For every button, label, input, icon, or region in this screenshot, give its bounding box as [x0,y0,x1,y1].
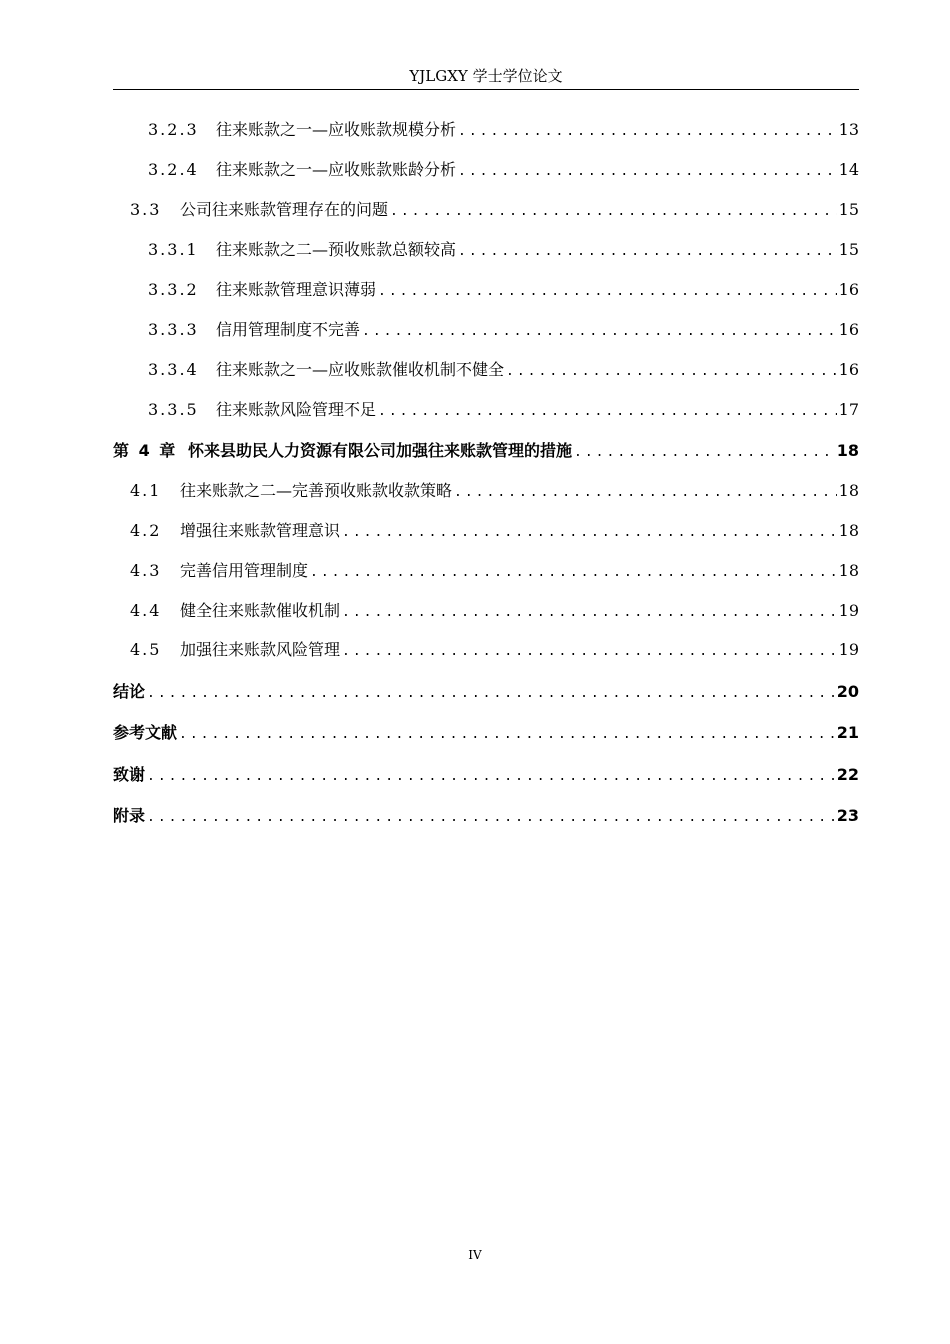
toc-entry-title: 附录 [113,806,146,825]
toc-entry-page: 23 [836,806,859,825]
toc-entry-page: 14 [838,160,859,179]
toc-entry-3-3-4[interactable] [148,358,859,382]
toc-entry-number: 3.3.5 [148,400,199,419]
toc-entry-title: 往来账款之二—完善预收账款收款策略 [180,481,453,500]
toc-entry-references[interactable] [113,721,859,745]
toc-entry-conclusion[interactable] [113,680,859,704]
toc-entry-3-2-4[interactable] [148,158,859,182]
toc-dot-leader [342,521,837,545]
toc-dot-leader [147,806,835,830]
toc-entry-title: 加强往来账款风险管理 [180,640,341,659]
toc-dot-leader [458,160,837,184]
toc-entry-4-1[interactable] [130,479,859,503]
toc-entry-title: 增强往来账款管理意识 [180,521,341,540]
toc-entry-title: 参考文献 [113,723,178,742]
toc-entry-title: 往来账款之一—应收账款催收机制不健全 [216,360,505,379]
header-rule [113,89,859,90]
toc-entry-page: 13 [838,120,859,139]
toc-dot-leader [574,441,835,465]
toc-entry-page: 18 [838,561,859,580]
toc-entry-3-3-1[interactable] [148,238,859,262]
toc-entry-title: 往来账款之一—应收账款规模分析 [216,120,457,139]
toc-entry-page: 15 [838,200,859,219]
toc-entry-title: 往来账款之一—应收账款账龄分析 [216,160,457,179]
toc-entry-number: 3.2.4 [148,160,199,179]
toc-dot-leader [147,682,835,706]
toc-entry-page: 16 [838,360,859,379]
toc-entry-number: 4.3 [130,561,162,580]
toc-entry-page: 20 [836,682,859,701]
toc-entry-3-3[interactable] [130,198,859,222]
toc-entry-number: 3.3.1 [148,240,199,259]
toc-entry-page: 18 [838,521,859,540]
toc-entry-3-3-3[interactable] [148,318,859,342]
toc-dot-leader [342,640,837,664]
toc-entry-number: 第 4 章 [113,441,178,460]
page-number: IV [468,1248,482,1262]
toc-entry-title: 往来账款管理意识薄弱 [216,280,377,299]
toc-entry-title: 完善信用管理制度 [180,561,309,580]
toc-entry-page: 18 [836,441,859,460]
toc-dot-leader [179,723,835,747]
toc-dot-leader [378,280,837,304]
toc-dot-leader [147,765,835,789]
toc-entry-4-3[interactable] [130,559,859,583]
toc-entry-number: 4.5 [130,640,162,659]
toc-entry-number: 3.3.4 [148,360,199,379]
toc-dot-leader [454,481,837,505]
toc-entry-appendix[interactable] [113,804,859,828]
toc-entry-page: 16 [838,320,859,339]
toc-entry-number: 3.3.2 [148,280,199,299]
toc-entry-number: 4.2 [130,521,162,540]
toc-entry-number: 3.3.3 [148,320,199,339]
toc-entry-page: 19 [838,640,859,659]
toc-entry-3-2-3[interactable] [148,118,859,142]
toc-entry-number: 3.2.3 [148,120,199,139]
toc-entry-title: 信用管理制度不完善 [216,320,361,339]
toc-dot-leader [362,320,837,344]
toc-entry-title: 往来账款之二—预收账款总额较高 [216,240,457,259]
toc-entry-4-4[interactable] [130,599,859,623]
toc-entry-page: 22 [836,765,859,784]
toc-dot-leader [390,200,837,224]
toc-entry-title: 往来账款风险管理不足 [216,400,377,419]
toc-entry-chapter-4[interactable] [113,439,859,463]
toc-entry-title: 公司往来账款管理存在的问题 [180,200,389,219]
toc-dot-leader [506,360,837,384]
toc-entry-number: 4.4 [130,601,162,620]
toc-entry-number: 3.3 [130,200,162,219]
toc-entry-page: 15 [838,240,859,259]
toc-entry-number: 4.1 [130,481,162,500]
toc-dot-leader [310,561,837,585]
toc-entry-title: 怀来县助民人力资源有限公司加强往来账款管理的措施 [188,441,573,460]
toc-entry-title: 结论 [113,682,146,701]
running-header: YJLGXY 学士学位论文 [409,67,563,85]
toc-entry-page: 17 [838,400,859,419]
toc-entry-page: 18 [838,481,859,500]
toc-dot-leader [458,240,837,264]
toc-entry-3-3-2[interactable] [148,278,859,302]
toc-entry-page: 19 [838,601,859,620]
toc-entry-acknowledgements[interactable] [113,763,859,787]
toc-dot-leader [378,400,837,424]
toc-dot-leader [458,120,837,144]
toc-entry-title: 致谢 [113,765,146,784]
toc-entry-4-5[interactable] [130,638,859,662]
toc-entry-3-3-5[interactable] [148,398,859,422]
toc-entry-title: 健全往来账款催收机制 [180,601,341,620]
toc-entry-page: 16 [838,280,859,299]
toc-entry-page: 21 [836,723,859,742]
toc-entry-4-2[interactable] [130,519,859,543]
toc-dot-leader [342,601,837,625]
